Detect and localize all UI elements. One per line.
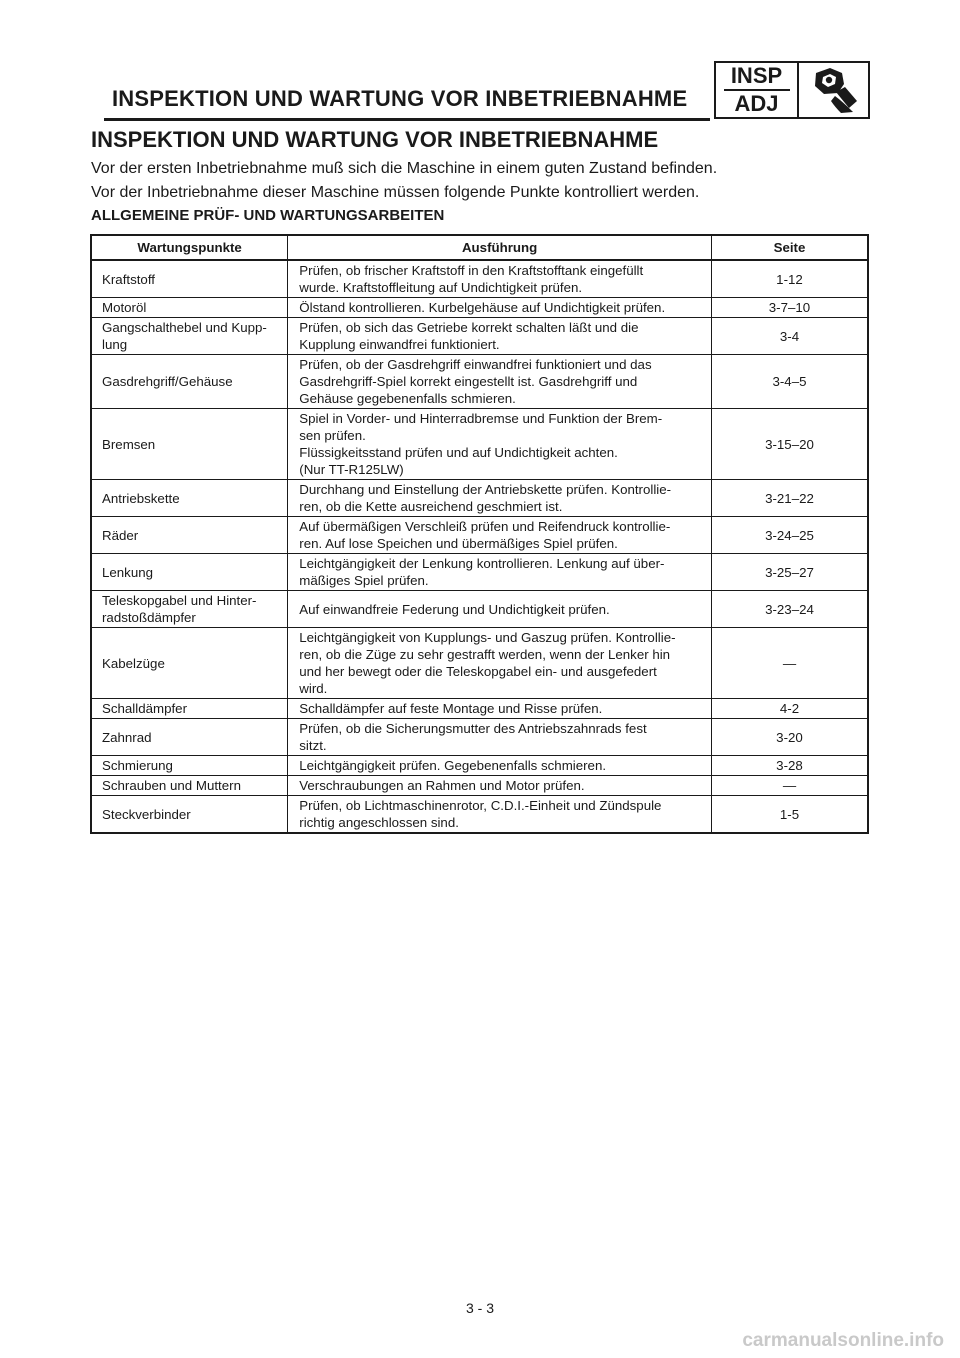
table-row — [91, 756, 868, 776]
page-number: 3 - 3 — [465, 1300, 494, 1316]
table-row — [91, 355, 868, 409]
wrench-hand-icon-graphic — [805, 65, 863, 115]
table-cell-item: Kabelzüge — [91, 628, 288, 699]
table-row — [91, 554, 868, 591]
column-header-ausfuehrung: Ausführung — [288, 235, 712, 260]
header-rule — [104, 118, 710, 121]
table-cell-item: Lenkung — [91, 554, 288, 591]
table-cell-page: 3-15–20 — [711, 409, 868, 480]
table-cell-procedure: Prüfen, ob der Gasdrehgriff einwandfrei funktioniert und das Gasdrehgriff-Spiel korrekt eingestellt ist. Gasdrehgriff und Gehäuse gegebenenfalls schmieren. — [288, 355, 712, 409]
table-cell-page: 3-25–27 — [711, 554, 868, 591]
table-cell-page: 3-20 — [711, 719, 868, 756]
table-cell-procedure: Prüfen, ob sich das Getriebe korrekt schalten läßt und die Kupplung einwandfrei funktioniert. — [288, 318, 712, 355]
table-cell-procedure: Ölstand kontrollieren. Kurbelgehäuse auf Undichtigkeit prüfen. — [288, 298, 712, 318]
table-cell-item: Gangschalthebel und Kupp- lung — [91, 318, 288, 355]
badge-top-label: INSP — [730, 63, 783, 88]
intro-line-2: Vor der Inbetriebnahme dieser Maschine müssen folgende Punkte kontrolliert werden. — [91, 184, 700, 201]
table-row — [91, 628, 868, 699]
table-cell-procedure: Verschraubungen an Rahmen und Motor prüfen. — [288, 776, 712, 796]
table-cell-item: Teleskopgabel und Hinter- radstoßdämpfer — [91, 591, 288, 628]
table-cell-page: 4-2 — [711, 699, 868, 719]
table-cell-item: Schalldämpfer — [91, 699, 288, 719]
table-row — [91, 699, 868, 719]
header-title: INSPEKTION UND WARTUNG VOR INBETRIEBNAHME — [112, 86, 688, 111]
table-cell-procedure: Schalldämpfer auf feste Montage und Risse prüfen. — [288, 699, 712, 719]
table-row — [91, 318, 868, 355]
column-header-seite: Seite — [711, 235, 868, 260]
table-cell-item: Schrauben und Muttern — [91, 776, 288, 796]
table-cell-page: 3-21–22 — [711, 480, 868, 517]
table-cell-procedure: Prüfen, ob frischer Kraftstoff in den Kraftstofftank eingefüllt wurde. Kraftstoffleitung auf Undichtigkeit prüfen. — [288, 260, 712, 298]
table-row — [91, 298, 868, 318]
watermark: carmanualsonline.info — [742, 1330, 944, 1351]
table-cell-page: 3-4 — [711, 318, 868, 355]
table-cell-procedure: Spiel in Vorder- und Hinterradbremse und Funktion der Brem- sen prüfen. Flüssigkeitsstand prüfen und auf Undichtigkeit achten. (Nur TT-R125LW) — [288, 409, 712, 480]
table-cell-procedure: Leichtgängigkeit prüfen. Gegebenenfalls schmieren. — [288, 756, 712, 776]
table-cell-item: Zahnrad — [91, 719, 288, 756]
table-cell-procedure: Auf übermäßigen Verschleiß prüfen und Reifendruck kontrollie- ren. Auf lose Speichen und übermäßiges Spiel prüfen. — [288, 517, 712, 554]
table-cell-procedure: Auf einwandfreie Federung und Undichtigkeit prüfen. — [288, 591, 712, 628]
table-cell-item: Antriebskette — [91, 480, 288, 517]
badge-bottom-label: ADJ — [734, 91, 779, 116]
table-cell-page: 3-28 — [711, 756, 868, 776]
page-heading: INSPEKTION UND WARTUNG VOR INBETRIEBNAHME — [91, 127, 659, 152]
table-cell-procedure: Durchhang und Einstellung der Antriebskette prüfen. Kontrollie- ren, ob die Kette ausreichend geschmiert ist. — [288, 480, 712, 517]
table-cell-procedure: Leichtgängigkeit der Lenkung kontrollieren. Lenkung auf über- mäßiges Spiel prüfen. — [288, 554, 712, 591]
table-cell-procedure: Leichtgängigkeit von Kupplungs- und Gaszug prüfen. Kontrollie- ren, ob die Züge zu sehr gestrafft werden, wenn der Lenker hin und her bewegt oder die Teleskopgabel ein- und ausgefedert wird. — [288, 628, 712, 699]
table-cell-item: Gasdrehgriff/Gehäuse — [91, 355, 288, 409]
table-cell-page: 3-7–10 — [711, 298, 868, 318]
table-cell-page: — — [711, 776, 868, 796]
table-cell-item: Steckverbinder — [91, 796, 288, 834]
column-header-wartungspunkte: Wartungspunkte — [91, 235, 288, 260]
table-cell-page: 1-12 — [711, 260, 868, 298]
table-row — [91, 409, 868, 480]
table-row — [91, 776, 868, 796]
table-row — [91, 796, 868, 834]
table-cell-item: Schmierung — [91, 756, 288, 776]
table-row — [91, 517, 868, 554]
table-row — [91, 719, 868, 756]
section-title: ALLGEMEINE PRÜF- UND WARTUNGSARBEITEN — [91, 207, 445, 224]
table-cell-procedure: Prüfen, ob die Sicherungsmutter des Antriebszahnrads fest sitzt. — [288, 719, 712, 756]
table-cell-page: 3-23–24 — [711, 591, 868, 628]
table-header-row — [91, 235, 868, 260]
table-cell-item: Motoröl — [91, 298, 288, 318]
table-row — [91, 480, 868, 517]
table-cell-page: 1-5 — [711, 796, 868, 834]
table-row — [91, 260, 868, 298]
table-cell-page: 3-24–25 — [711, 517, 868, 554]
table-cell-item: Kraftstoff — [91, 260, 288, 298]
table-cell-page: — — [711, 628, 868, 699]
wrench-hand-icon — [799, 63, 868, 117]
intro-line-1: Vor der ersten Inbetriebnahme muß sich die Maschine in einem guten Zustand befinden. — [91, 160, 718, 177]
table-cell-item: Bremsen — [91, 409, 288, 480]
badge-text — [716, 63, 799, 117]
insp-adj-badge — [714, 61, 870, 119]
table-cell-item: Räder — [91, 517, 288, 554]
table-cell-page: 3-4–5 — [711, 355, 868, 409]
table-row — [91, 591, 868, 628]
maintenance-table — [90, 234, 869, 834]
table-cell-procedure: Prüfen, ob Lichtmaschinenrotor, C.D.I.-Einheit und Zündspule richtig angeschlossen sind. — [288, 796, 712, 834]
